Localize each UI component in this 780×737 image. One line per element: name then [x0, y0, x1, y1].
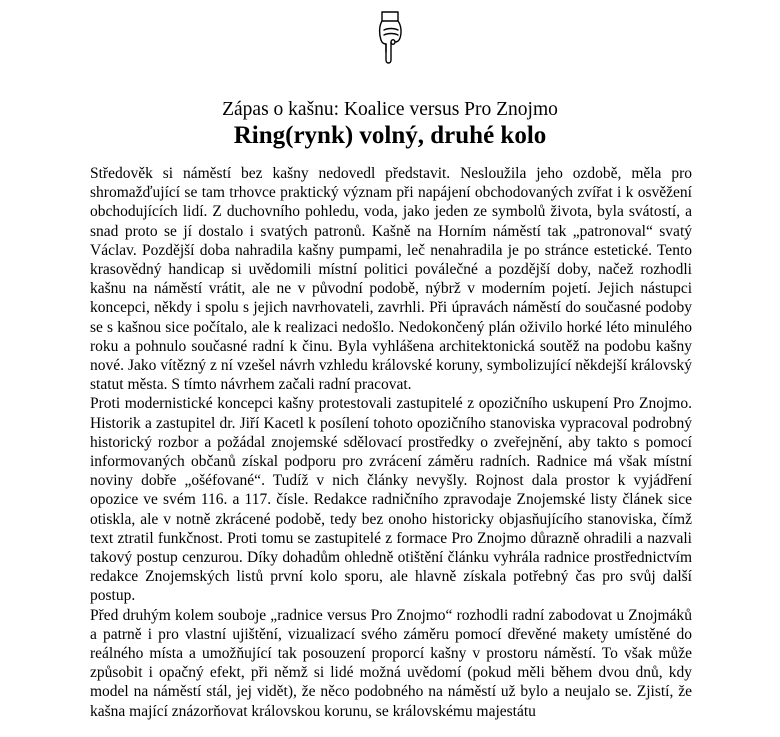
article-paragraph: Středověk si náměstí bez kašny nedovedl představit. Nesloužila jeho ozdobě, měla pro shromažďující se tam trhovce praktický význam při napájení obchodovaných zvířat i k osvěžení obchodujících lidí. Z duchovního pohledu, voda, jako jeden ze symbolů života, byla svátostí, a snad proto se jí dostalo i svatých patronů. Kašně na Horním náměstí tak „patronoval“ svatý Václav. Pozdější doba nahradila kašny pumpami, leč nenahradila je po stránce estetické. Tento krasovědný handicap si uvědomili místní politici poválečné a pozdější doby, načež rozhodli kašnu na náměstí vrátit, ale ne v původní podobě, nýbrž v moderním pojetí. Jejich nástupci koncepci, někdy i spolu s jejich navrhovateli, zavrhli. Při úpravách náměstí do současné podoby se s kašnou sice počítalo, ale k realizaci nedošlo. Nedokončený plán oživilo horké léto minulého roku a pohnulo současné radní k činu. Byla vyhlášena architektonická soutěž na podobu kašny nové. Jako vítězný z ní vzešel návrh vzhledu královské koruny, symbolizující někdejší královský statut města. S tímto návrhem začali radní pracovat. — [90, 165, 692, 394]
article-paragraph: Proti modernistické koncepci kašny protestovali zastupitelé z opozičního uskupení Pro Znojmo. Historik a zastupitel dr. Jiří Kacetl k posílení tohoto opozičního stanoviska vypracoval podrobný historický rozbor a požádal znojemské sdělovací prostředky o zveřejnění, aby takto s pomocí informovaných občanů získal podporu pro zvrácení záměru radních. Radnice má však místní noviny dobře „ošéfované“. Tudíž v nich články nevyšly. Rojnost dala prostor k vyjádření opozice ve svém 116. a 117. čísle. Redakce radničního zpravodaje Znojemské listy článek sice otiskla, ale v notně zkrácené podobě, tedy bez onoho historicky objasňujícího stanoviska, čímž text ztratil funkčnost. Proti tomu se zastupitelé z formace Pro Znojmo důrazně ohradili a nazvali takový postup cenzurou. Díky dohadům ohledně otištění článku vyhrála radnice prostřednictvím redakce Znojemských listů první kolo sporu, ale hlavně získala potřebný čas pro svůj další postup. — [90, 395, 692, 605]
article-body — [90, 164, 692, 721]
article-subtitle: Zápas o kašnu: Koalice versus Pro Znojmo — [222, 99, 558, 120]
article-paragraph: Před druhým kolem souboje „radnice versus Pro Znojmo“ rozhodli radní zabodovat u Znojmáků a patrně i pro vlastní ujištění, vizualizací svého záměru pomocí dřevěné makety umístěné do reálného místa a umožňující tak posouzení proporcí kašny v prostoru náměstí. To však může způsobit i opačný efekt, při němž si lidé možná uvědomí (pokud měli během dvou dnů, kdy model na náměstí stál, jej vidět), že něco podobného na náměstí už bylo a neujalo se. Zjistí, že kašna mající znázorňovat královskou korunu, se královskému majestátu — [90, 606, 692, 720]
pointing-hand-icon — [376, 10, 406, 66]
article-title: Ring(rynk) volný, druhé kolo — [233, 122, 547, 149]
